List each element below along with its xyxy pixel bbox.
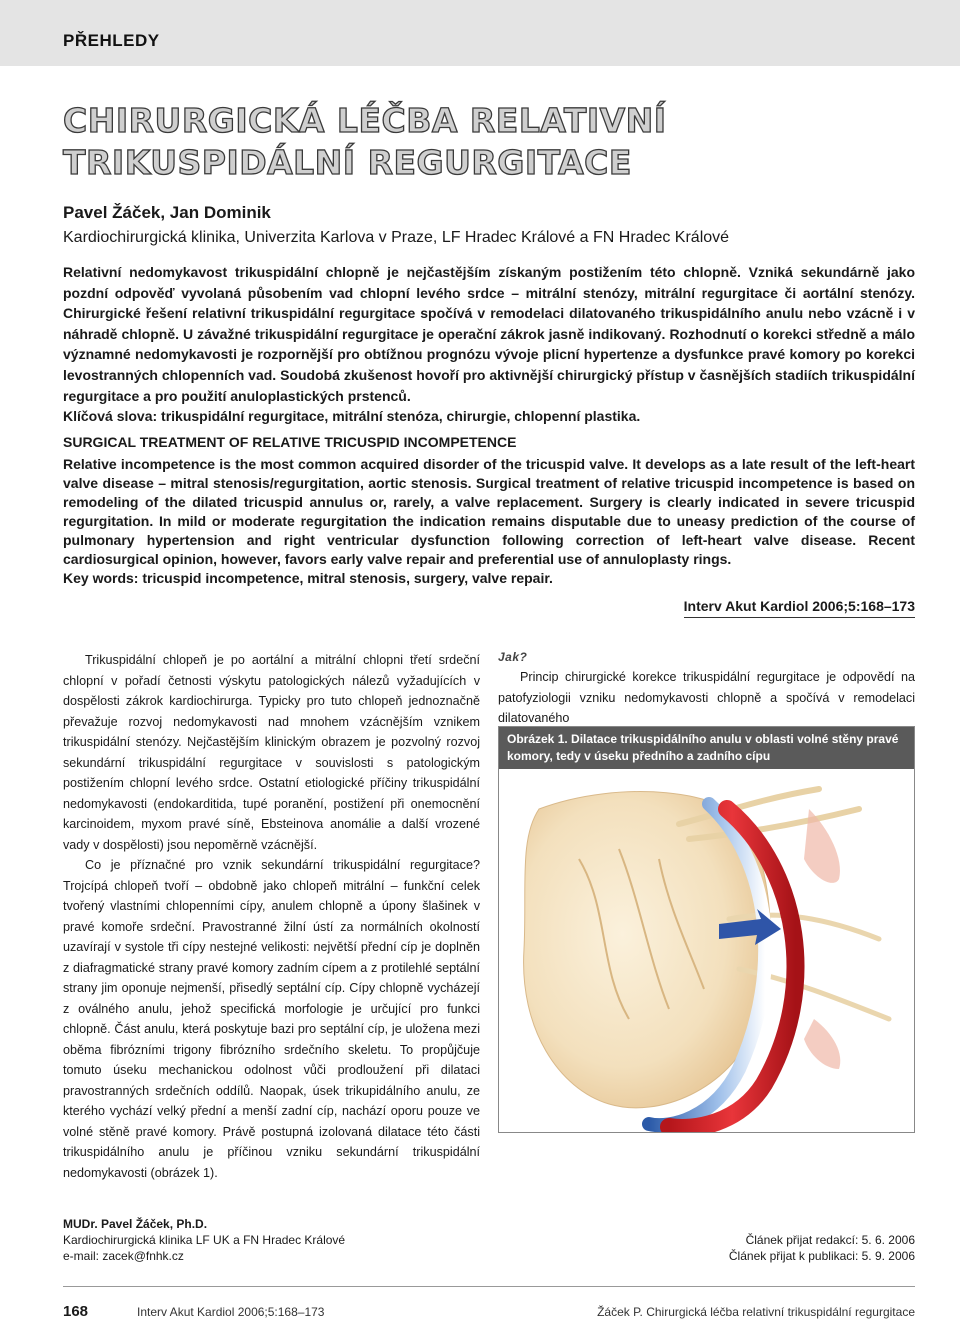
abstract-english — [63, 455, 915, 588]
received-date: Článek přijat redakcí: 5. 6. 2006 — [745, 1233, 915, 1247]
body-paragraph: Trikuspidální chlopeň je po aortální a mitrální chlopni třetí srdeční chlopní v pořadí četnosti výskytu patologických nálezů vyžadujících v dospělosti zákrok kardiochirurga. Typicky pro tuto chlopeň jednoznačně převažuje rozvoj nedomykavosti nad mnohem vzácnějším vznikem trikuspidální stenózy. Nejčastějším klinickým obrazem je pozvolný rozvoj sekundární trikuspidální regurgitace v souvislosti s patologickým postižením chlopní levého srdce. Ostatní etiologické příčiny trikuspidální nedomykavosti (endokarditida, tupé poranění, postižení při onemocnění karcinoidem, myxom pravé síně, Ebsteinova anomálie a další vrozené vady v dospělosti) jsou nepoměrně vzácnější. — [63, 653, 480, 852]
footer-running-title: Žáček P. Chirurgická léčba relativní trikuspidální regurgitace — [597, 1305, 915, 1319]
body-paragraph: Co je příznačné pro vznik sekundární trikuspidální regurgitace? Trojcípá chlopeň tvoří – obdobně jako chlopeň mitrální – funkční celek tvořený vlastními chlopenními cípy, anulem chlopně a úpony šlašinek v pravé komoře srdeční. Pravostranné žilní ústí za normálních okolností uzavírají v systole tři cípy nestejné velikosti: největší přední cíp je doplněn z diafragmatické strany pravé komory zadním cípem a z protilehlé septální strany jim oponuje nejmenší, přisedlý septální cíp. Cípy chlopně vycházejí z oválného anulu, jehož specifická morfologie je určující pro funkci chlopně. Část anulu, která poskytuje bazi pro septální cíp, je uložena mezi oběma fibrózními trigony fibrózního srdečního skeletu. To propůjčuje tomuto úseku mechanickou odolnost vůči prodloužení při dilataci pravostranných srdečních oddílů. Naopak, úsek trikupidálního anulu, ze kterého vychází velký přední a menší zadní cíp, nachází oporu pouze ve volné stěně pravé komory. Právě postupná izolovaná dilatace této části trikuspidálního anulu je příčinou vzniku sekundární trikuspidální nedomykavosti (obrázek 1). — [63, 858, 480, 1180]
section-label: PŘEHLEDY — [63, 31, 160, 50]
title-line: TRIKUSPIDÁLNÍ REGURGITACE — [63, 143, 632, 182]
footer-journal: Interv Akut Kardiol 2006;5:168–173 — [137, 1305, 325, 1319]
tricuspid-annulus-illustration — [499, 769, 914, 1132]
pink-vessel-bottom — [804, 1019, 840, 1069]
abstract-czech-body: Relativní nedomykavost trikuspidální chlopně je nejčastějším získaným postižením této chlopně. Vzniká sekundárně jako pozdní odpověď vyvolaná působením vad chlopní levého srdce – mitrální stenózy, mitrální regurgitace či aortální stenózy. Chirurgické řešení relativní trikuspidální regurgitace spočívá v remodelaci dilatovaného trikuspidálního anulu nebo vzácně i v náhradě chlopně. U závažné trikuspidální regurgitace je operační zákrok jasně indikovaný. Rozhodnutí o korekci středně a málo významné nedomykavosti je rozpornější pro obtížnou prognózu vývoje plicní hypertenze a dysfunkce pravé komory po korekci levostranných chlopenních vad. Soudobá zkušenost hovoří pro aktivnější chirurgický přístup v časnějších stadiích trikuspidální regurgitace a pro použití anuloplastických prstenců. — [63, 264, 915, 404]
figure-1 — [498, 726, 915, 1133]
correspondence-affiliation: Kardiochirurgická klinika LF UK a FN Hradec Králové — [63, 1233, 346, 1247]
page-number: 168 — [63, 1303, 89, 1320]
body-paragraph: Princip chirurgické korekce trikuspidální regurgitace je odpovědí na patofyziologii vzniku nedomykavosti chlopně a spočívá v remodelaci dilatovaného — [498, 670, 915, 725]
correspondence-name: MUDr. Pavel Žáček, Ph.D. — [63, 1217, 208, 1231]
title-line: CHIRURGICKÁ LÉČBA RELATIVNÍ — [63, 101, 667, 140]
body-column-right — [498, 650, 915, 729]
abstract-czech — [63, 262, 915, 427]
keywords-czech: Klíčová slova: trikuspidální regurgitace, mitrální stenóza, chirurgie, chlopenní plastika. — [63, 408, 641, 425]
keywords-english: Key words: tricuspid incompetence, mitral stenosis, surgery, valve repair. — [63, 570, 553, 586]
correspondence-email: e-mail: zacek@fnhk.cz — [63, 1249, 184, 1263]
authors: Pavel Žáček, Jan Dominik — [63, 203, 271, 222]
article-title — [63, 100, 923, 184]
accepted-date: Článek přijat k publikaci: 5. 9. 2006 — [728, 1249, 915, 1263]
footer-divider — [63, 1286, 915, 1287]
citation: Interv Akut Kardiol 2006;5:168–173 — [684, 598, 915, 618]
abstract-english-body: Relative incompetence is the most common acquired disorder of the tricuspid valve. It develops as a late result of the left-heart valve disease – mitral stenosis/regurgitation, aortic stenosis. Surgical treatment of relative tricuspid incompetence is based on remodeling of the dilated tricuspid annulus or, rarely, a valve replacement. Surgery is clearly indicated in severe tricuspid regurgitation. In mild or moderate regurgitation the indication remains disputable due to uneasy prediction of the course of pulmonary hypertension and right ventricular dysfunction following correction of left-heart valve disease. Recent cardiosurgical opinion, however, favors early valve repair and preferential use of annuloplasty rings. — [63, 456, 915, 567]
subsection-heading: Jak? — [498, 650, 528, 664]
affiliation: Kardiochirurgická klinika, Univerzita Karlova v Praze, LF Hradec Králové a FN Hradec Králové — [63, 229, 730, 246]
figure-caption: Obrázek 1. Dilatace trikuspidálního anulu v oblasti volné stěny pravé komory, tedy v úseku předního a zadního cípu — [499, 727, 914, 769]
body-column-left — [63, 650, 480, 1183]
section-header-bar — [0, 0, 960, 66]
abstract-english-title: SURGICAL TREATMENT OF RELATIVE TRICUSPID INCOMPETENCE — [63, 434, 517, 450]
